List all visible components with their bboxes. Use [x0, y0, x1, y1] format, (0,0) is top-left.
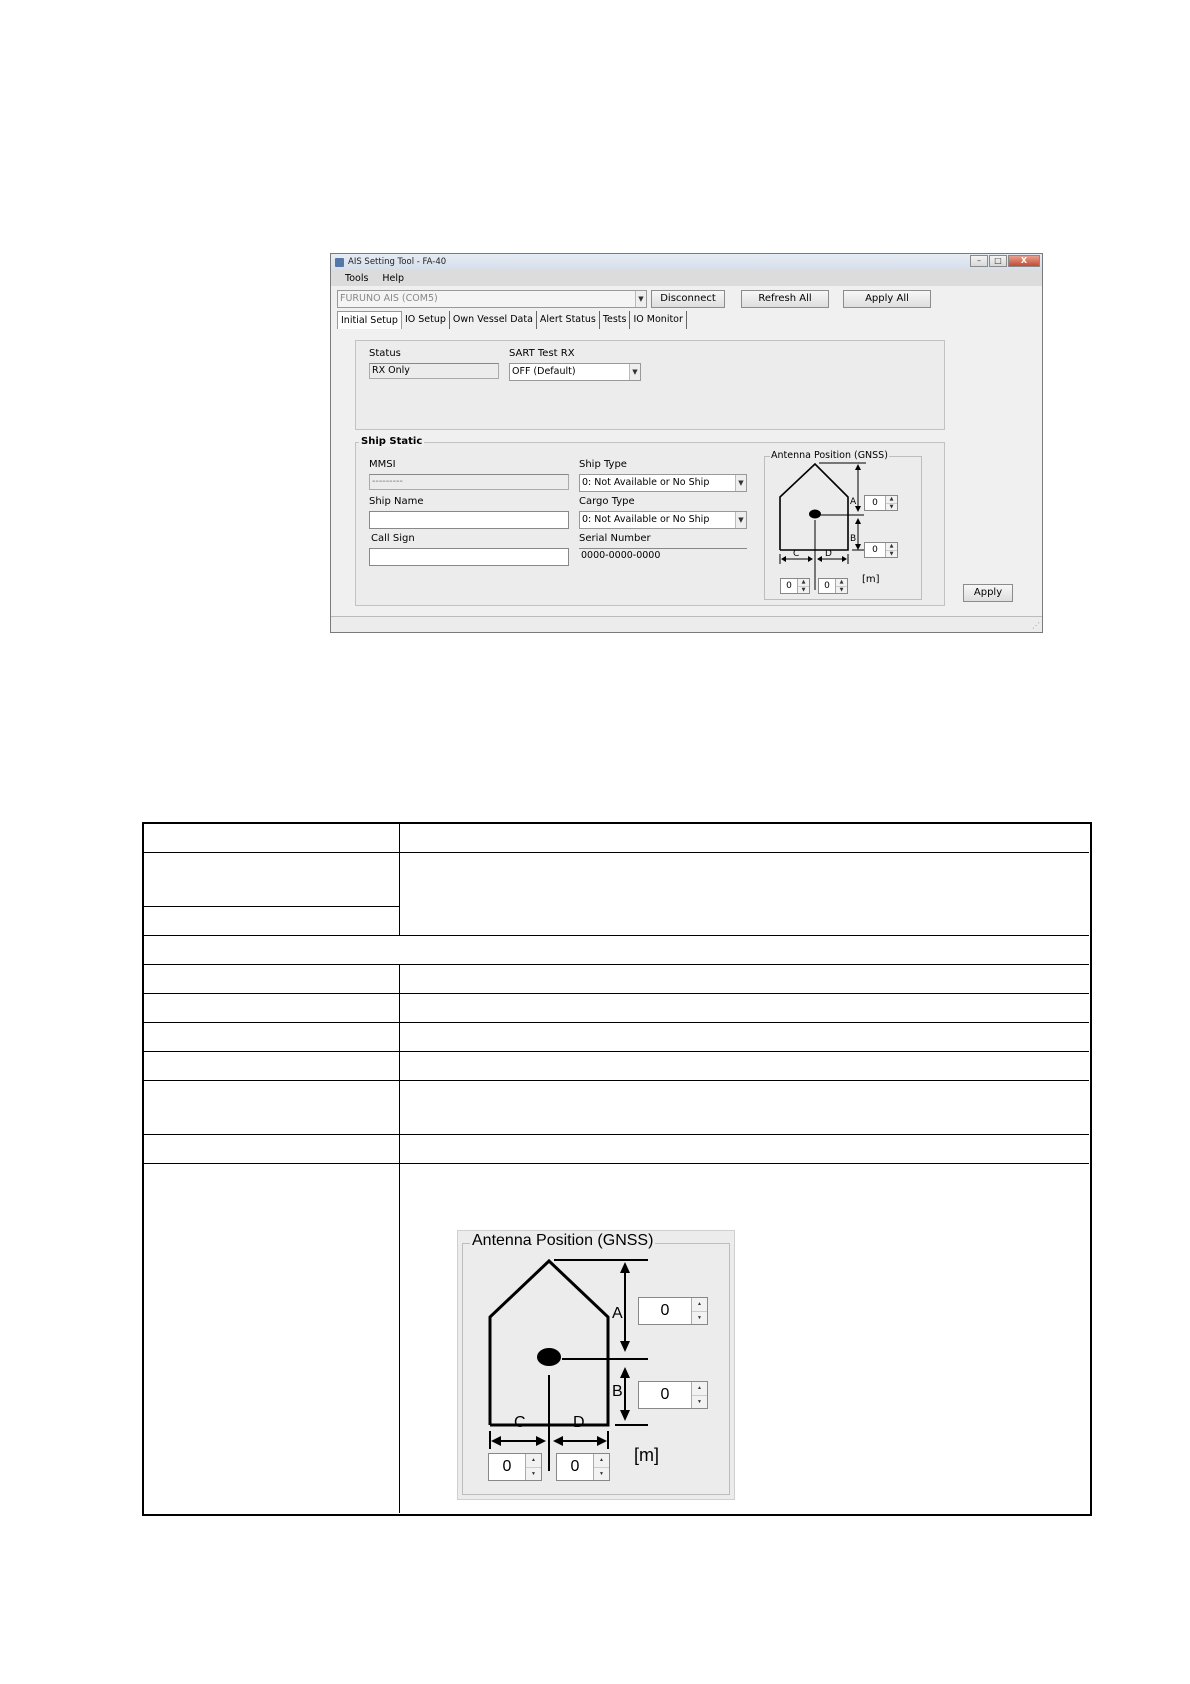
row-line — [144, 964, 1089, 965]
label-c-large: C — [514, 1414, 526, 1431]
tab-own-vessel-data[interactable]: Own Vessel Data — [450, 311, 537, 329]
antenna-a-stepper[interactable] — [864, 495, 898, 511]
chevron-down-icon[interactable]: ▼ — [526, 1468, 541, 1481]
antenna-d-value: 0 — [824, 581, 830, 591]
chevron-down-icon[interactable]: ▼ — [735, 475, 746, 491]
label-a: A — [850, 497, 857, 507]
call-sign-field[interactable] — [369, 548, 569, 566]
chevron-down-icon[interactable]: ▼ — [798, 587, 809, 594]
ship-static-title: Ship Static — [361, 436, 423, 447]
antenna-position-large — [457, 1230, 735, 1500]
sart-select-value: OFF (Default) — [512, 366, 576, 377]
ais-setting-tool-window — [330, 253, 1043, 633]
window-title: AIS Setting Tool - FA-40 — [348, 257, 447, 267]
column-divider — [399, 824, 400, 1513]
refresh-all-button[interactable]: Refresh All — [741, 290, 829, 308]
disconnect-button[interactable]: Disconnect — [651, 290, 725, 308]
ship-name-label: Ship Name — [369, 496, 424, 507]
serial-label: Serial Number — [579, 533, 651, 544]
status-group — [355, 340, 945, 430]
chevron-up-icon[interactable]: ▲ — [692, 1382, 707, 1396]
antenna-c-value: 0 — [786, 581, 792, 591]
chevron-down-icon[interactable]: ▼ — [735, 512, 746, 528]
chevron-down-icon[interactable]: ▼ — [692, 1312, 707, 1325]
app-icon — [335, 258, 344, 267]
maximize-icon[interactable]: □ — [989, 255, 1007, 267]
apply-button[interactable]: Apply — [963, 584, 1013, 602]
title-bar — [331, 254, 1042, 270]
antenna-d-stepper[interactable] — [818, 578, 848, 594]
antenna-a-value: 0 — [872, 498, 878, 508]
chevron-down-icon[interactable]: ▼ — [886, 504, 897, 511]
label-d-large: D — [573, 1414, 585, 1431]
sart-label: SART Test RX — [509, 348, 575, 359]
chevron-down-icon[interactable]: ▼ — [692, 1396, 707, 1409]
status-value: RX Only — [369, 363, 499, 379]
tab-alert-status[interactable]: Alert Status — [537, 311, 600, 329]
menu-help[interactable]: Help — [382, 272, 405, 284]
menu-bar — [331, 270, 1042, 286]
row-line — [144, 993, 1089, 994]
tab-bar — [337, 311, 687, 329]
chevron-up-icon[interactable]: ▲ — [594, 1454, 609, 1468]
antenna-title: Antenna Position (GNSS) — [771, 450, 888, 461]
ship-type-value: 0: Not Available or No Ship — [582, 477, 710, 488]
chevron-up-icon[interactable]: ▲ — [526, 1454, 541, 1468]
antenna-d-stepper-large[interactable] — [556, 1453, 610, 1481]
label-d: D — [825, 549, 832, 559]
cargo-type-select[interactable] — [579, 511, 747, 529]
row-line — [144, 1080, 1089, 1081]
row-line — [144, 1022, 1089, 1023]
label-c: C — [793, 549, 800, 559]
tab-initial-setup[interactable]: Initial Setup — [337, 311, 402, 329]
port-select-value: FURUNO AIS (COM5) — [340, 293, 438, 304]
label-b: B — [850, 534, 857, 544]
unit-label: [m] — [862, 574, 880, 585]
ship-name-field[interactable] — [369, 511, 569, 529]
chevron-down-icon[interactable]: ▼ — [635, 291, 646, 307]
section-row — [398, 936, 401, 964]
row-line — [144, 1163, 1089, 1164]
settings-table — [142, 822, 1092, 1516]
chevron-down-icon[interactable]: ▼ — [629, 364, 640, 380]
resize-grip-icon[interactable]: ⋰ — [1032, 621, 1040, 630]
tab-io-monitor[interactable]: IO Monitor — [630, 311, 686, 329]
cargo-type-label: Cargo Type — [579, 496, 635, 507]
chevron-up-icon[interactable]: ▲ — [886, 543, 897, 551]
window-controls — [970, 255, 1040, 267]
chevron-up-icon[interactable]: ▲ — [836, 579, 847, 587]
cargo-type-value: 0: Not Available or No Ship — [582, 514, 710, 525]
mmsi-field[interactable]: --------- — [369, 474, 569, 490]
antenna-d-value-large: 0 — [570, 1458, 580, 1475]
chevron-down-icon[interactable]: ▼ — [836, 587, 847, 594]
row-line — [144, 906, 399, 907]
antenna-b-value: 0 — [872, 545, 878, 555]
label-b-large: B — [612, 1383, 623, 1400]
menu-tools[interactable]: Tools — [345, 272, 369, 284]
chevron-up-icon[interactable]: ▲ — [798, 579, 809, 587]
tab-io-setup[interactable]: IO Setup — [402, 311, 450, 329]
antenna-title-large: Antenna Position (GNSS) — [472, 1232, 654, 1249]
antenna-position-small — [764, 450, 924, 602]
row-line — [144, 1051, 1089, 1052]
close-icon[interactable]: X — [1008, 255, 1040, 267]
chevron-down-icon[interactable]: ▼ — [594, 1468, 609, 1481]
antenna-b-value-large: 0 — [660, 1386, 670, 1403]
chevron-up-icon[interactable]: ▲ — [692, 1298, 707, 1312]
row-line — [144, 935, 1089, 936]
antenna-a-stepper-large[interactable] — [638, 1297, 708, 1325]
antenna-a-value-large: 0 — [660, 1302, 670, 1319]
port-select[interactable] — [337, 290, 647, 308]
row-line — [144, 852, 1089, 853]
unit-label-large: [m] — [634, 1445, 659, 1465]
chevron-up-icon[interactable]: ▲ — [886, 496, 897, 504]
minimize-icon[interactable]: – — [970, 255, 988, 267]
status-label: Status — [369, 348, 401, 359]
antenna-b-stepper[interactable] — [864, 542, 898, 558]
label-a-large: A — [612, 1305, 623, 1322]
chevron-down-icon[interactable]: ▼ — [886, 551, 897, 558]
antenna-c-stepper[interactable] — [780, 578, 810, 594]
antenna-c-value-large: 0 — [502, 1458, 512, 1475]
ship-type-label: Ship Type — [579, 459, 627, 470]
mmsi-label: MMSI — [369, 459, 396, 470]
call-sign-label: Call Sign — [371, 533, 415, 544]
tab-tests[interactable]: Tests — [600, 311, 631, 329]
antenna-c-stepper-large[interactable] — [488, 1453, 542, 1481]
ship-type-select[interactable] — [579, 474, 747, 492]
antenna-b-stepper-large[interactable] — [638, 1381, 708, 1409]
serial-value: 0000-0000-0000 — [579, 548, 747, 564]
sart-select[interactable] — [509, 363, 641, 381]
apply-all-button[interactable]: Apply All — [843, 290, 931, 308]
status-bar — [331, 616, 1042, 632]
row-line — [144, 1134, 1089, 1135]
